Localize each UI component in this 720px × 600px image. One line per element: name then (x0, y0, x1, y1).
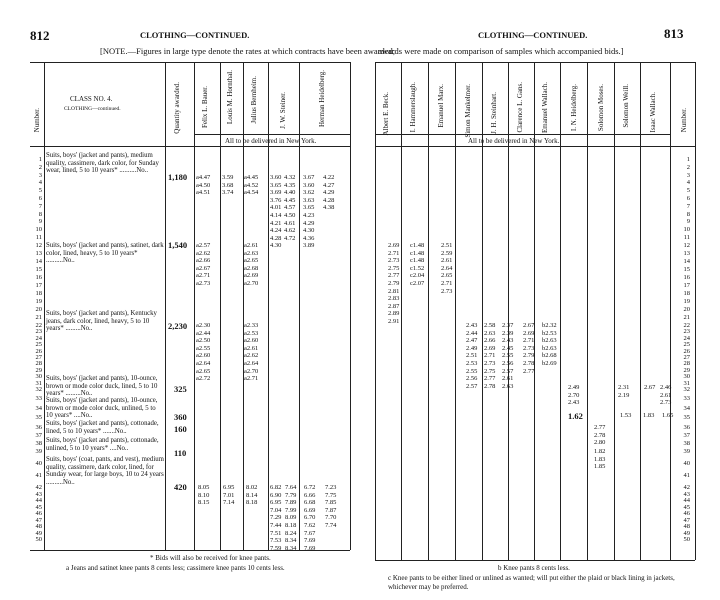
line-number: 18 (35, 290, 42, 297)
line-number: 44 (35, 497, 42, 504)
line-number: 35 (683, 414, 690, 421)
bid-values: 2.51 2.59 2.61 2.64 2.65 2.71 2.73 (441, 242, 453, 295)
line-number: 24 (683, 334, 690, 342)
line-number: 36 (683, 424, 690, 431)
line-number: 22 (35, 322, 42, 329)
bid-values: a2.61 a2.63 a2.65 a2.68 a2.69 a2.70 (244, 242, 259, 287)
item-description: Suits, boys' (jacket and pants), cottonade, unlined, 5 to 10 years* ....No.. (46, 437, 159, 452)
line-number: 40 (35, 460, 42, 467)
class-subheading: CLOTHING—continued. (64, 106, 121, 112)
line-number: 5 (38, 187, 42, 195)
delivery-label: All to be delivered in New York. (225, 137, 317, 145)
bidder-header: Albert E. Beck. (382, 92, 390, 136)
bid-values: a2.57 a2.62 a2.66 a2.67 a2.71 a2.73 (196, 242, 211, 287)
column-rule (587, 62, 588, 560)
line-number: 38 (683, 440, 690, 447)
bidder-header: Louis M. Hornthal. (226, 70, 234, 125)
bid-values: c1.48 c1.48 c1.48 c1.52 c2.04 c2.07 (410, 242, 425, 287)
column-rule (428, 62, 429, 560)
quantity-value: 160 (174, 424, 187, 434)
column-rule (640, 62, 641, 560)
bid-values: 2.67 2.69 2.71 2.73 2.79 2.78 2.77 (523, 322, 535, 375)
line-number: 44 (683, 497, 690, 504)
item-description: Suits, boys' (jacket and pants), 10-ounce, brown or mode color duck, lined, 5 to 10 years* .........No.. (46, 375, 158, 398)
column-rule (670, 62, 671, 560)
line-number: 43 (35, 490, 42, 498)
line-number: 5 (686, 187, 690, 195)
bid-values: 2.49 2.70 2.43 (568, 384, 580, 407)
line-number: 33 (683, 395, 690, 403)
bid-values: 1.53 (620, 412, 632, 419)
bid-values: 1.65 (662, 412, 674, 419)
line-number: 36 (35, 424, 42, 431)
bid-values: 2.58 2.63 2.66 2.69 2.71 2.73 2.75 2.77 2.78 (484, 322, 496, 390)
line-number: 17 (683, 282, 690, 289)
bid-values: a2.33 a2.53 a2.60 a2.61 a2.62 a2.64 a2.70 a2.71 (244, 322, 259, 383)
line-number: 28 (683, 360, 690, 368)
line-number: 29 (683, 366, 690, 374)
line-number: 16 (683, 274, 690, 281)
line-number: 3 (38, 171, 42, 179)
item-description: Suits, boys' (jacket and pants), satinet, dark color, lined, heavy, 5 to 10 years* ..........No.. (46, 242, 164, 265)
bidder-header: Emanuel Wallach. (541, 82, 549, 134)
line-number: 34 (35, 404, 42, 412)
item-description: Suits, boys' (coat, pants, and vest), medium quality, cassimere, dark color, lined, for Sunday wear, for large boys, 10 to 24 years ..........No.. (46, 456, 164, 486)
line-number: 50 (35, 536, 42, 543)
bid-values: 1.82 1.83 1.85 (594, 448, 606, 471)
line-number: 32 (683, 386, 690, 393)
line-number: 31 (683, 379, 690, 387)
line-number: 3 (686, 171, 690, 179)
bid-values: 2.31 2.19 (618, 384, 630, 399)
line-number: 1 (686, 156, 690, 163)
bid-values: 2.43 2.44 2.47 2.49 2.51 2.53 2.55 2.56 2.57 (466, 322, 478, 390)
line-number: 15 (35, 266, 42, 273)
bid-values: 6.82 6.90 6.95 7.04 7.29 7.44 7.51 7.53 7.59 (270, 484, 282, 552)
bidder-header: J. H. Steinhart. (490, 92, 498, 134)
line-number: 41 (683, 472, 690, 479)
quantity-value: 1,180 (168, 172, 188, 182)
line-number: 27 (35, 354, 42, 361)
column-rule (695, 62, 696, 560)
line-number: 23 (35, 328, 42, 336)
line-number: 15 (683, 266, 690, 273)
quantity-value: 420 (174, 482, 187, 492)
line-number: 37 (35, 432, 42, 439)
line-number: 14 (35, 258, 42, 265)
line-number: 48 (683, 523, 690, 530)
right-number-header: Number. (680, 108, 688, 133)
class-heading: CLASS NO. 4. (70, 95, 113, 103)
line-number: 1 (38, 156, 42, 163)
bid-values: 4.22 4.27 4.29 4.28 4.38 (323, 174, 335, 212)
line-number: 38 (35, 440, 42, 447)
delivery-label: All to be delivered in New York. (468, 137, 560, 145)
bidder-header: Julius Bernheim. (250, 76, 258, 124)
line-number: 41 (35, 472, 42, 479)
line-number: 12 (683, 242, 690, 249)
line-number: 24 (35, 334, 42, 342)
line-number: 35 (35, 414, 42, 421)
column-rule (401, 62, 402, 560)
bidder-header: Simon Mankelmer. (464, 84, 472, 138)
line-number: 23 (683, 328, 690, 336)
line-number: 27 (683, 354, 690, 361)
quantity-value: 325 (174, 384, 187, 394)
item-description: Suits, boys' (jacket and pants), cottonade, lined, 5 to 10 years* .......No.. (46, 420, 159, 435)
line-number: 17 (35, 282, 42, 289)
bidder-header: Herman Heidelberg. (318, 70, 326, 128)
line-number: 25 (683, 341, 690, 349)
right-note: awards were made on comparison of samples which accompanied bids.] (378, 46, 624, 56)
bid-values: 2.69 2.71 2.73 2.75 2.77 2.79 2.81 2.83 2.87 2.89 2.91 (388, 242, 400, 325)
line-number: 13 (683, 250, 690, 257)
line-number: 9 (686, 218, 690, 226)
item-description: Suits, boys' (jacket and pants), Kentucky jeans, dark color, lined, heavy, 5 to 10 years* .........No.. (46, 310, 157, 333)
line-number: 47 (35, 516, 42, 524)
line-number: 26 (683, 347, 690, 355)
line-number: 43 (683, 490, 690, 498)
line-number: 42 (683, 484, 690, 491)
bid-values: 4.32 4.35 4.40 4.45 4.57 4.50 4.61 4.62 4.72 (284, 174, 296, 242)
line-number: 45 (35, 503, 42, 511)
line-number: 40 (683, 460, 690, 467)
line-number: 50 (683, 536, 690, 543)
line-number: 7 (38, 202, 42, 210)
bid-values: 1.83 (643, 412, 655, 419)
line-number: 30 (35, 373, 42, 381)
bidder-header: Felix L. Bauer. (201, 86, 209, 128)
bid-values: 2.77 2.78 2.80 (594, 424, 606, 447)
column-rule (455, 62, 456, 560)
line-number: 11 (683, 234, 690, 241)
line-number: 8 (686, 210, 690, 218)
left-page-number: 812 (30, 28, 50, 43)
quantity-header: Quantity awarded. (173, 82, 181, 134)
bidder-header: J. W. Steiner. (279, 92, 287, 129)
line-number: 4 (686, 179, 690, 187)
line-number: 7 (686, 202, 690, 210)
line-number: 21 (683, 314, 690, 321)
bidder-header: Emanuel Marx. (437, 84, 445, 128)
bidder-header: Solomon Weill. (622, 84, 630, 128)
line-number: 19 (683, 298, 690, 305)
line-number: 34 (683, 404, 690, 412)
bid-values: 2.46 2.61 2.73 (660, 384, 672, 407)
line-number: 39 (683, 448, 690, 455)
footnote: c Knee pants to be either lined or unlined as wanted; will put either the plaid or black lining in jackets, whichever may be preferred. (388, 574, 675, 591)
quantity-value: 2,230 (168, 321, 188, 331)
right-page-number: 813 (664, 26, 684, 41)
line-number: 4 (38, 179, 42, 187)
line-number: 49 (683, 529, 690, 537)
line-number: 18 (683, 290, 690, 297)
line-number: 9 (38, 218, 42, 226)
quantity-value: 360 (174, 412, 187, 422)
bid-values: a4.45 a4.52 a4.54 (244, 174, 259, 197)
line-number: 2 (686, 163, 690, 171)
line-number: 19 (35, 298, 42, 305)
line-number: 11 (35, 234, 42, 241)
line-number: 49 (35, 529, 42, 537)
quantity-value: 110 (174, 448, 187, 458)
bid-values: 2.67 (644, 384, 656, 391)
line-number: 47 (683, 516, 690, 524)
bidder-header: Isaac Wallach. (649, 92, 657, 133)
bid-values: b2.32 b2.53 b2.63 b2.63 b2.68 b2.69 (542, 322, 557, 367)
line-number: 6 (38, 195, 42, 202)
line-number: 33 (35, 395, 42, 403)
footnote: a Jeans and satinet knee pants 8 cents less; cassimere knee pants 10 cents less. (66, 564, 285, 572)
item-description: Suits, boys' (jacket and pants), medium quality, cassimere, dark color, for Sunday wear, lined, 5 to 10 years* ..........No.. (46, 152, 159, 175)
line-number: 48 (35, 523, 42, 530)
bid-values: 3.60 3.65 3.69 3.76 4.01 4.14 4.21 4.24 4.28 4.30 (270, 174, 282, 250)
line-number: 13 (35, 250, 42, 257)
line-number: 46 (35, 510, 42, 517)
line-number: 8 (38, 210, 42, 218)
bidder-header: Solomon Moses. (597, 84, 605, 132)
bid-values: 8.02 8.14 8.18 (246, 484, 258, 507)
bid-values: a4.47 a4.50 a4.51 (196, 174, 211, 197)
footnote: b Knee pants 8 cents less. (498, 564, 570, 572)
line-number: 22 (683, 322, 690, 329)
quantity-value: 1,540 (168, 240, 188, 250)
line-number: 16 (35, 274, 42, 281)
line-number: 42 (35, 484, 42, 491)
bidder-header: I. Hammerslaugh. (409, 82, 417, 133)
bid-values: 2.37 2.39 2.43 2.45 2.55 2.56 2.57 2.61 2.63 (502, 322, 514, 390)
line-number: 2 (38, 163, 42, 171)
column-rule (375, 62, 376, 560)
bid-values: 7.23 7.75 7.85 7.87 7.70 7.74 (325, 484, 337, 529)
item-description: Suits, boys' (jacket and pants), 10-ounce, brown or mode color duck, unlined, 5 to 10 years* ....No.. (46, 397, 158, 420)
column-rule (614, 62, 615, 560)
bid-values: 3.59 3.68 3.74 (222, 174, 234, 197)
line-number: 46 (683, 510, 690, 517)
left-number-header: Number. (33, 108, 41, 133)
bidder-header: Clarence L. Gans. (516, 82, 524, 133)
line-number: 39 (35, 448, 42, 455)
bid-values: 7.64 7.79 7.89 7.99 8.09 8.18 8.24 8.34 8.34 (285, 484, 297, 552)
bid-values: 1.62 (568, 411, 583, 421)
bid-values: 6.72 6.66 6.68 6.69 6.70 7.62 7.67 7.69 7.69 (304, 484, 316, 552)
line-number: 10 (683, 226, 690, 234)
line-number: 32 (35, 386, 42, 393)
bid-values: 6.95 7.01 7.14 (223, 484, 235, 507)
right-running-title: CLOTHING—CONTINUED. (478, 30, 588, 40)
line-number: 45 (683, 503, 690, 511)
line-number: 25 (35, 341, 42, 349)
line-number: 14 (683, 258, 690, 265)
left-note: [NOTE.—Figures in large type denote the rates at which contracts have been awarded; (100, 46, 396, 56)
line-number: 20 (683, 306, 690, 313)
line-number: 10 (35, 226, 42, 234)
column-rule (560, 62, 561, 560)
line-number: 31 (35, 379, 42, 387)
bid-values: 3.67 3.60 3.62 3.63 3.65 4.23 4.29 4.30 4.36 3.89 (303, 174, 315, 250)
line-number: 37 (683, 432, 690, 439)
line-number: 21 (35, 314, 42, 321)
line-number: 20 (35, 306, 42, 313)
line-number: 29 (35, 366, 42, 374)
line-number: 30 (683, 373, 690, 381)
line-number: 6 (686, 195, 690, 202)
footnote: * Bids will also be received for knee pants. (150, 554, 271, 562)
line-number: 12 (35, 242, 42, 249)
bid-values: 8.05 8.10 8.15 (198, 484, 210, 507)
line-number: 26 (35, 347, 42, 355)
bid-values: a2.30 a2.44 a2.50 a2.55 a2.60 a2.64 a2.65 a2.72 (196, 322, 211, 383)
bidder-header: I. N. Heidelberg. (570, 84, 578, 132)
line-number: 28 (35, 360, 42, 368)
left-running-title: CLOTHING—CONTINUED. (140, 30, 250, 40)
